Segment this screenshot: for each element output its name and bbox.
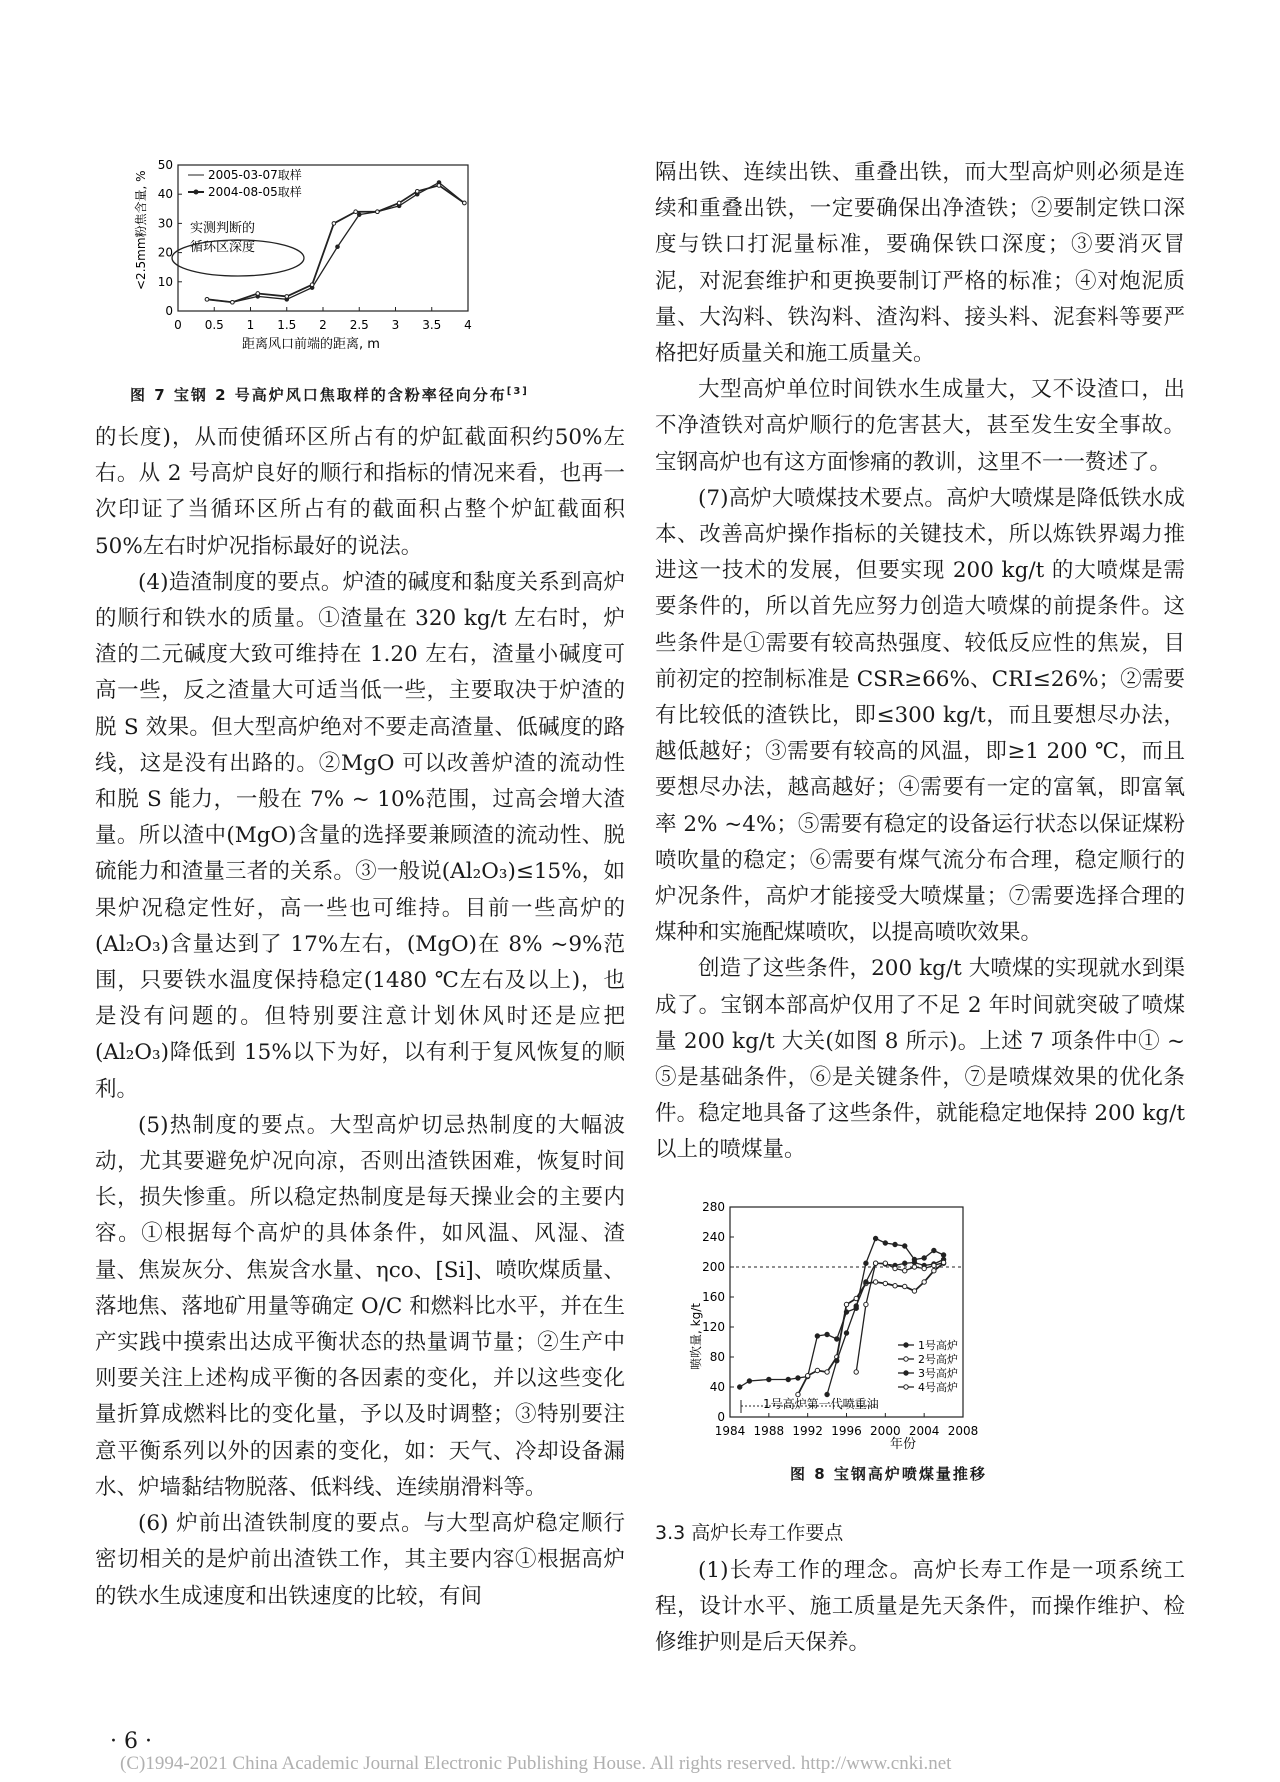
fig8-xtick-label: 2004 bbox=[908, 1424, 940, 1438]
fig7-legend-1: 2005-03-07取样 bbox=[208, 168, 302, 182]
fig8-point bbox=[893, 1266, 897, 1270]
fig8-point bbox=[932, 1269, 936, 1273]
fig8-point bbox=[864, 1280, 868, 1284]
page-number: · 6 · bbox=[110, 1729, 152, 1754]
fig7-point bbox=[354, 210, 358, 214]
fig8-ytick-label: 160 bbox=[702, 1290, 725, 1304]
paragraph: (1)长寿工作的理念。高炉长寿工作是一项系统工程，设计水平、施工质量是先天条件，而操作维护、检修维护则是后天保养。 bbox=[655, 1558, 1185, 1656]
paragraph: (6) 炉前出渣铁制度的要点。与大型高炉稳定顺行密切相关的是炉前出渣铁工作，其主要内容①根据高炉的铁水生成速度和出铁速度的比较，有间 bbox=[95, 1511, 625, 1609]
fig7-point bbox=[256, 292, 260, 296]
fig7-ytick-label: 0 bbox=[165, 304, 173, 318]
fig8-ytick-label: 80 bbox=[709, 1350, 725, 1364]
fig8-point bbox=[805, 1374, 809, 1378]
fig7-xtick-label: 3 bbox=[391, 318, 400, 332]
fig8-point bbox=[883, 1281, 887, 1285]
fig8-point bbox=[844, 1302, 848, 1306]
fig8-xtick-label: 1992 bbox=[792, 1424, 823, 1438]
fig8-xlabel: 年份 bbox=[890, 1437, 917, 1452]
fig8-point bbox=[815, 1334, 819, 1338]
fig8-xtick-label: 1996 bbox=[831, 1424, 862, 1438]
fig8-point bbox=[747, 1379, 751, 1383]
fig8-point bbox=[854, 1370, 858, 1374]
fig8-annotation: 1号高炉第一代喷重油 bbox=[763, 1397, 879, 1411]
fig8-point bbox=[854, 1296, 858, 1300]
fig7-point bbox=[285, 295, 289, 299]
fig8-point bbox=[941, 1260, 945, 1264]
fig8-point bbox=[864, 1261, 868, 1265]
fig8-legend-label: 1号高炉 bbox=[918, 1339, 958, 1352]
fig8-point bbox=[825, 1370, 829, 1374]
fig7-ytick-label: 30 bbox=[157, 216, 173, 231]
fig8-xtick-label: 2008 bbox=[947, 1424, 979, 1438]
fig8-point bbox=[815, 1368, 819, 1372]
fig8-point bbox=[873, 1261, 877, 1265]
fig7-ytick-label: 20 bbox=[157, 245, 173, 260]
fig8-legend-label: 3号高炉 bbox=[918, 1367, 958, 1380]
fig8-ytick-label: 120 bbox=[702, 1320, 725, 1334]
fig8-point bbox=[922, 1266, 926, 1270]
fig8-point bbox=[903, 1284, 907, 1288]
fig8-ytick-label: 240 bbox=[702, 1230, 725, 1244]
fig8-point bbox=[912, 1260, 916, 1264]
fig8-legend-label: 4号高炉 bbox=[918, 1381, 958, 1394]
fig8-point bbox=[835, 1337, 839, 1341]
fig7-point bbox=[231, 300, 235, 304]
paragraph: 的长度)，从而使循环区所占有的炉缸截面积约50%左右。从 2 号高炉良好的顺行和指标的情况来看，也再一次印证了当循环区所占有的截面积占整个炉缸截面积 50%左右时炉况指标最好的说法。 bbox=[95, 425, 625, 559]
fig8-point bbox=[932, 1248, 936, 1252]
paragraph: 大型高炉单位时间铁水生成量大，又不设渣口，出不净渣铁对高炉顺行的危害甚大，甚至发生安全事故。宝钢高炉也有这方面惨痛的教训，这里不一一赘述了。 bbox=[655, 377, 1185, 475]
fig8-xtick-label: 1984 bbox=[714, 1424, 746, 1438]
right-column bbox=[655, 155, 1185, 1169]
fig7-caption: 图 7 宝钢 2 号高炉风口焦取样的含粉率径向分布[3] bbox=[130, 386, 529, 404]
section-heading: 3.3 高炉长寿工作要点 bbox=[655, 1522, 844, 1544]
fig8-legend-marker bbox=[904, 1385, 908, 1389]
fig8-point bbox=[912, 1265, 916, 1269]
fig8-legend-marker bbox=[904, 1371, 908, 1375]
fig8-ytick-label: 280 bbox=[702, 1200, 725, 1214]
fig8-legend bbox=[898, 1338, 958, 1394]
fig8-point bbox=[873, 1280, 877, 1284]
fig7-point bbox=[376, 210, 380, 214]
fig7-annotation-line2: 循环区深度 bbox=[190, 240, 256, 255]
fig7-point bbox=[437, 184, 441, 188]
fig7-point bbox=[336, 245, 340, 249]
fig8-point bbox=[883, 1261, 887, 1265]
paragraph: 隔出铁、连续出铁、重叠出铁，而大型高炉则必须是连续和重叠出铁，一定要确保出净渣铁；②要制定铁口深度与铁口打泥量标准，要确保铁口深度；③要消灭冒泥，对泥套维护和更换要制订严格的标准；④对炮泥质量、大沟料、铁沟料、渣沟料、接头料、泥套料等要严格把好质量关和施工质量关。 bbox=[655, 160, 1185, 367]
fig7-annotation-line1: 实测判断的 bbox=[190, 221, 256, 236]
fig7-xtick-label: 1 bbox=[246, 318, 255, 332]
fig8-point bbox=[903, 1261, 907, 1265]
fig7-xtick-label: 4 bbox=[464, 318, 472, 332]
fig8-point bbox=[825, 1332, 829, 1336]
fig8-point bbox=[893, 1242, 897, 1246]
fig8-point bbox=[903, 1269, 907, 1273]
fig8-point bbox=[893, 1284, 897, 1288]
fig8-point bbox=[912, 1289, 916, 1293]
fig8-legend-marker bbox=[904, 1357, 908, 1361]
fig7-point bbox=[415, 189, 419, 193]
fig7-point bbox=[463, 201, 467, 205]
fig8-point bbox=[835, 1359, 839, 1363]
fig7-point bbox=[357, 213, 361, 217]
fig7-xlabel: 距离风口前端的距离, m bbox=[242, 337, 380, 352]
fig7-point bbox=[332, 222, 336, 226]
fig8-ylabel: 喷吹量, kg/t bbox=[689, 1303, 703, 1370]
fig7-legend-2: 2004-08-05取样 bbox=[208, 185, 302, 199]
fig7-ytick-label: 50 bbox=[157, 158, 173, 172]
paragraph: (7)高炉大喷煤技术要点。高炉大喷煤是降低铁水成本、改善高炉操作指标的关键技术，所以炼铁界竭力推进这一技术的发展，但要实现 200 kg/t 的大喷煤是需要条件的，所以首先应努力创造大喷煤的前提条件。这些条件是①需要有较高热强度、较低反应性的焦炭，目前初定的控制标准是 CSR≥66%、CRI≤26%；②需要有比较低的渣铁比，即≤300 kg/t，而且要想尽办法，越低越好；③需要有较高的风温，即≥1 200 ℃，而且要想尽办法，越高越好；④需要有一定的富氧，即富氧率 2% ~4%；⑤需要有稳定的设备运行状态以保证煤粉喷吹量的稳定；⑥需要有煤气流分布合理，稳定顺行的炉况条件，高炉才能接受大喷煤量；⑦需要选择合理的煤种和实施配煤喷吹，以提高喷吹效果。 bbox=[655, 485, 1185, 946]
fig8-legend-label: 2号高炉 bbox=[918, 1353, 958, 1366]
fig8-point bbox=[922, 1280, 926, 1284]
fig7-xtick-label: 2.5 bbox=[349, 318, 369, 332]
fig8-caption: 图 8 宝钢高炉喷煤量推移 bbox=[790, 1465, 987, 1483]
fig8-point bbox=[864, 1302, 868, 1306]
fig7-xtick-label: 3.5 bbox=[422, 318, 442, 332]
fig7-xtick-label: 0 bbox=[174, 318, 182, 332]
fig8-point bbox=[767, 1377, 771, 1381]
fig8-point bbox=[796, 1376, 800, 1380]
fig8-point bbox=[903, 1244, 907, 1248]
right-column-bottom bbox=[655, 1553, 1185, 1662]
fig7-xtick-label: 2 bbox=[319, 318, 327, 332]
fig7-chart bbox=[134, 158, 550, 355]
fig7-ytick-label: 10 bbox=[157, 274, 173, 289]
fig7-point bbox=[205, 298, 209, 302]
fig8-point bbox=[883, 1241, 887, 1245]
paragraph: (5)热制度的要点。大型高炉切忌热制度的大幅波动，尤其要避免炉况向凉，否则出渣铁困难，恢复时间长，损失惨重。所以稳定热制度是每天操业会的主要内容。①根据每个高炉的具体条件，如风温、风湿、渣量、焦炭灰分、焦炭含水量、ηco、[Si]、喷吹煤质量、落地焦、落地矿用量等确定 O/C 和燃料比水平，并在生产实践中摸索出达成平衡状态的热量调节量；②生产中则要关注上述构成平衡的各因素的变化，并以这些变化量折算成燃料比的变化量，予以及时调整；③特别要注意平衡系列以外的因素的变化，如：天气、冷却设备漏水、炉墙黏结物脱落、低料线、连续崩滑料等。 bbox=[95, 1112, 625, 1500]
fig8-point bbox=[873, 1236, 877, 1240]
fig7-ylabel: <2.5mm粉焦含量, % bbox=[134, 170, 148, 290]
left-column bbox=[95, 420, 625, 1615]
fig8-legend-marker bbox=[904, 1343, 908, 1347]
fig7-xtick-label: 0.5 bbox=[204, 318, 224, 332]
fig8-point bbox=[854, 1304, 858, 1308]
fig8-point bbox=[922, 1256, 926, 1260]
fig8-xtick-label: 2000 bbox=[870, 1424, 901, 1438]
fig8-ytick-label: 200 bbox=[702, 1260, 725, 1274]
fig7-point bbox=[310, 283, 314, 287]
fig8-chart bbox=[688, 1200, 1108, 1452]
paragraph: 创造了这些条件，200 kg/t 大喷煤的实现就水到渠成了。宝钢本部高炉仅用了不足 2 年时间就突破了喷煤量 200 kg/t 大关(如图 8 所示)。上述 7 项条件中① ~ ⑤是基础条件，⑥是关键条件，⑦是喷煤效果的优化条件。稳定地具备了这些条件，就能稳定地保持 200 kg/t 以上的喷煤量。 bbox=[655, 956, 1185, 1163]
fig8-xtick-label: 1988 bbox=[753, 1424, 785, 1438]
fig7-legend bbox=[188, 167, 302, 199]
fig7-ytick-label: 40 bbox=[157, 187, 173, 202]
fig8-point bbox=[844, 1331, 848, 1335]
fig8-point bbox=[786, 1377, 790, 1381]
fig8-point bbox=[932, 1263, 936, 1267]
copyright-footer: (C)1994-2021 China Academic Journal Electronic Publishing House. All rights reserved. http://www.cnki.net bbox=[120, 1753, 952, 1774]
fig7-point bbox=[397, 201, 401, 205]
fig8-ytick-label: 40 bbox=[709, 1380, 725, 1394]
fig8-point bbox=[738, 1385, 742, 1389]
paragraph: (4)造渣制度的要点。炉渣的碱度和黏度关系到高炉的顺行和铁水的质量。①渣量在 320 kg/t 左右时，炉渣的二元碱度大致可维持在 1.20 左右，渣量小碱度可高一些，反之渣量大可适当低一些，主要取决于炉渣的脱 S 效果。但大型高炉绝对不要走高渣量、低碱度的路线，这是没有出路的。②MgO 可以改善炉渣的流动性和脱 S 能力，一般在 7% ~ 10%范围，过高会增大渣量。所以渣中(MgO)含量的选择要兼顾渣的流动性、脱硫能力和渣量三者的关系。③一般说(Al₂O₃)≤15%，如果炉况稳定性好，高一些也可维持。目前一些高炉的(Al₂O₃)含量达到了 17%左右，(MgO)在 8% ~9%范围，只要铁水温度保持稳定(1480 ℃左右及以上)，也是没有问题的。但特别要注意计划休风时还是应把(Al₂O₃)降低到 15%以下为好，以有利于复风恢复的顺利。 bbox=[95, 569, 625, 1102]
fig7-xtick-label: 1.5 bbox=[277, 318, 297, 332]
fig8-ytick-label: 0 bbox=[717, 1410, 725, 1424]
fig8-point bbox=[941, 1253, 945, 1257]
